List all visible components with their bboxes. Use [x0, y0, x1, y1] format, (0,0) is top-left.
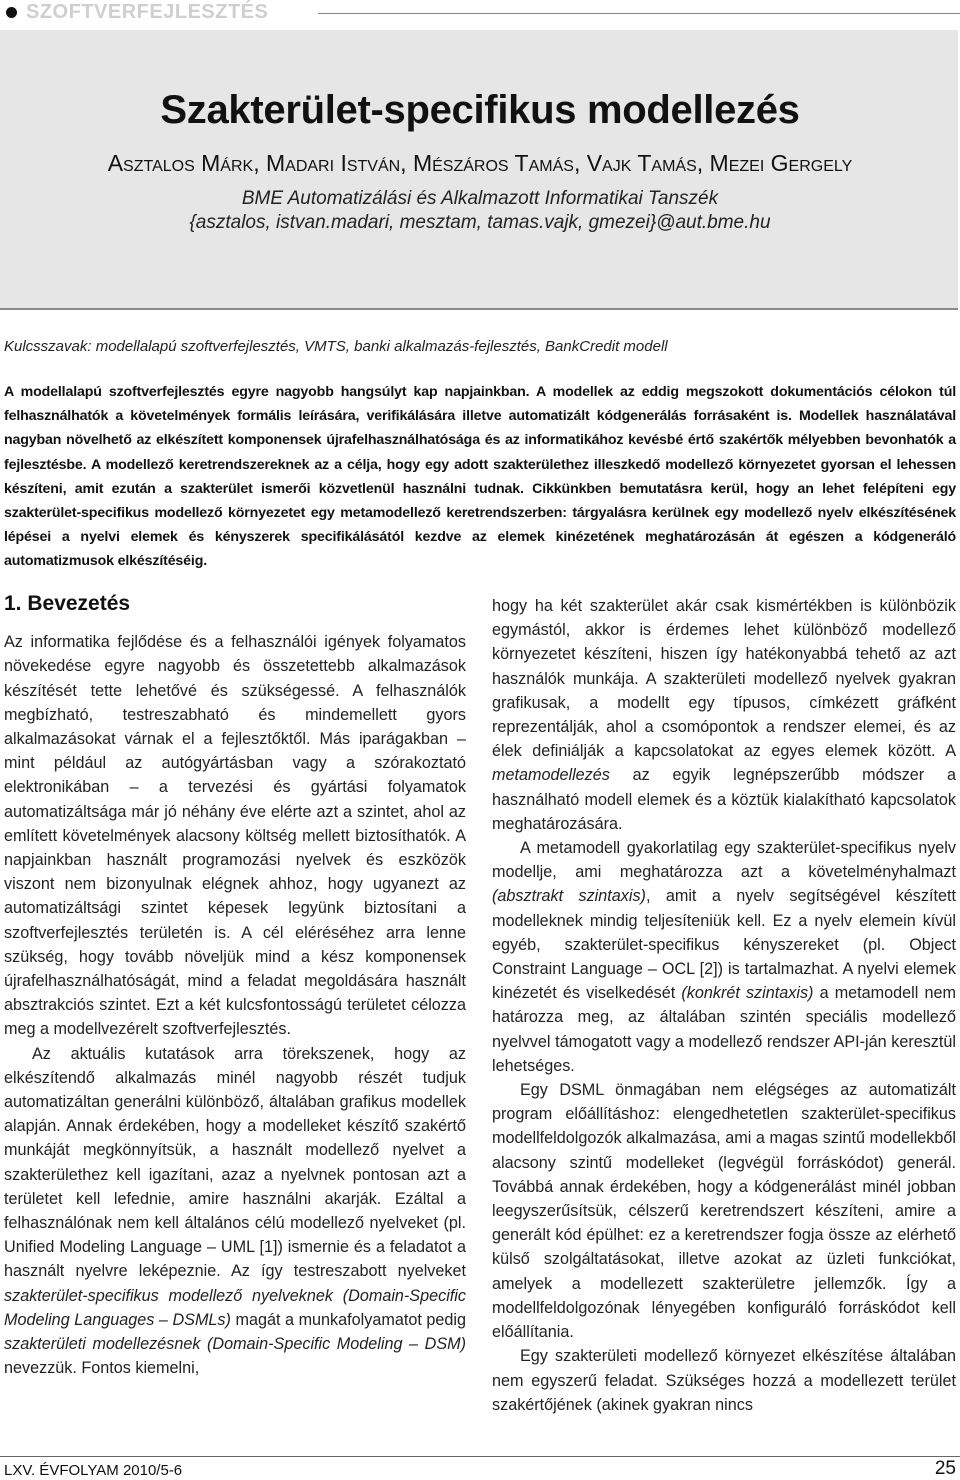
- right-column: [492, 594, 956, 1417]
- page-number: 25: [934, 1458, 956, 1479]
- paragraph: Egy szakterületi modellező környezet elkészítése általában nem egyszerű feladat. Szükséges hozzá a modellezett terület szakértőjének (akinek gyakran nincs: [492, 1347, 956, 1414]
- left-column: [4, 592, 466, 1381]
- authors: Asztalos Márk, Madari István, Mészáros Tamás, Vajk Tamás, Mezei Gergely: [107, 150, 853, 176]
- affiliation: BME Automatizálási és Alkalmazott Informatikai Tanszék: [241, 188, 719, 209]
- footer-rule: [0, 1456, 960, 1457]
- header-rule: [318, 13, 960, 14]
- paragraph: A metamodell gyakorlatilag egy szakterület-specifikus nyelv modellje, ami meghatározza azt a követelményhalmazt (absztrakt szintaxis), amit a nyelv segítségével készített modelleknek mindig teljesíteniük kell. Ez a nyelv elemein kívül egyéb, szakterület-specifikus kényszereket (pl. Object Constraint Language – OCL [2]) is tartalmazhat. A nyelvi elemek kinézetét és viselkedését (konkrét szintaxis) a metamodell nem határozza meg, az általában szintén speciális modellező nyelvvel támogatott vagy a modellező rendszer API-ján keresztül lehetséges.: [492, 839, 956, 1075]
- section-heading: 1. Bevezetés: [4, 592, 131, 615]
- paragraph: Az informatika fejlődése és a felhasználói igények folyamatos növekedése egyre nagyobb és összetettebb alkalmazások készítését tette lehetővé és szükségessé. A felhasználók megbízható, testreszabható és mindemellett gyors alkalmazásokat várnak el a fejlesztőktől. Más iparágakban – mint például az autógyártásban vagy a szórakoztató elektronikában – a tervezési és gyártási folyamatok automatizáltsága már jó néhány éve elérte azt a szintet, ahol az említett követelmények alacsony költség mellett biztosíthatók. A napjainkban használt programozási nyelvek és eszközök viszont nem bizonyulnak elégnek ahhoz, hogy ugyanezt az automatizáltsági szintet képesek legyünk biztosítani a szoftverfejlesztés területén is. A cél eléréséhez arra lenne szükség, hogy tovább növeljük mind a kész komponensek újrafelhasználhatóságát, mind a feladat megoldására használt absztrakciós szintet. Ezt a két kulcsfontosságú területet célozza meg a modellvezérelt szoftverfejlesztés.: [4, 633, 466, 1039]
- section-label: SZOFTVERFEJLESZTÉS: [26, 1, 269, 23]
- paragraph: Egy DSML önmagában nem elégséges az automatizált program előállításhoz: elengedhetetlen szakterület-specifikus modellfeldolgozók alkalmazása, ami a magas szintű modellekből alacsony szintű modelleket (legvégül forráskódot) generál. Továbbá annak érdekében, hogy a kódgenerálást minél jobban leegyszerűsítsük, célszerű keretrendszert készíteni, amire a generált kód épülhet: ez a keretrendszer fogja össze az elérhető külső szolgáltatásokat, illetve azokat az üzleti funkciókat, amelyek a modellezett szakterületre jellemzők. Így a modellfeldolgozónak lényegében konfiguráló forráskódot kell előállítania.: [492, 1081, 956, 1342]
- bullet-icon: [6, 7, 17, 18]
- section-header: [0, 0, 960, 26]
- journal-volume: LXV. ÉVFOLYAM 2010/5-6: [4, 1462, 183, 1479]
- author-emails: {asztalos, istvan.madari, mesztam, tamas.vajk, gmezei}@aut.bme.hu: [189, 212, 771, 233]
- paragraph: hogy ha két szakterület akár csak kismértékben is különbözik egymástól, akkor is érdemes lehet különböző modellező környezetet készíteni, hiszen így hatékonyabbá tehető az azt használók munkája. A szakterületi modellező nyelvek gyakran grafikusak, a modellt egy típusos, címkézett gráfként reprezentálják, ahol a csomópontok a rendszer elemei, és az élek definiálják a kapcsolatokat az egyes elemek között. A metamodellezés az egyik legnépszerűbb módszer a használható modell elemek és a köztük kialakítható kapcsolatok meghatározására.: [492, 597, 956, 833]
- keywords: Kulcsszavak: modellalapú szoftverfejlesztés, VMTS, banki alkalmazás-fejlesztés, BankCredit modell: [4, 338, 668, 355]
- abstract: A modellalapú szoftverfejlesztés egyre nagyobb hangsúlyt kap napjainkban. A modellek az eddig megszokott dokumentációs célokon túl felhasználhatók a követelmények formális leírására, verifikálására illetve automatizált kódgenerálás forrásaként is. Modellek használatával nagyban növelhető az elkészített komponensek újrafelhasználhatósága és az informatikához kevésbé értő szakértők mélyebben bevonhatók a fejlesztésbe. A modellező keretrendszereknek az a célja, hogy egy adott szakterülethez illeszkedő modellező környezetet gyorsan el lehessen készíteni, amit ezután a szakterület ismerői közvetlenül használni tudnak. Cikkünkben bemutatásra kerül, hogy an lehet felépíteni egy szakterület-specifikus modellező környezetet egy metamodellező keretrendszerben: tárgyalásra kerülnek egy modellező nyelv elkészítésének lépései a nyelvi elemek és kényszerek specifikálásától kezdve az elemek kinézetének meghatározásán át egészen a kódgeneráló automatizmusok elkészítéséig.: [4, 384, 956, 570]
- paragraph: Az aktuális kutatások arra törekszenek, hogy az elkészítendő alkalmazás minél nagyobb részét tudjuk automatizáltan generálni különböző, általában grafikus modellek alapján. Annak érdekében, hogy a modelleket készítő szakértő munkáját megkönnyítsük, a használt modellező nyelvet a szakterülethez kell igazítani, azaz a nyelvnek pontosan azt a területet kell lefednie, amire használni akarják. Ezáltal a felhasználónak nem kell általános célú modellező nyelveket (pl. Unified Modeling Language – UML [1]) ismernie és a feladatot a használt nyelvre leképeznie. Az így testreszabott nyelveket szakterület-specifikus modellező nyelveknek (Domain-Specific Modeling Languages – DSMLs) magát a munkafolyamatot pedig szakterületi modellezésnek (Domain-Specific Modeling – DSM) nevezzük. Fontos kiemelni,: [4, 1044, 466, 1378]
- article-title: Szakterület-specifikus modellezés: [160, 88, 800, 132]
